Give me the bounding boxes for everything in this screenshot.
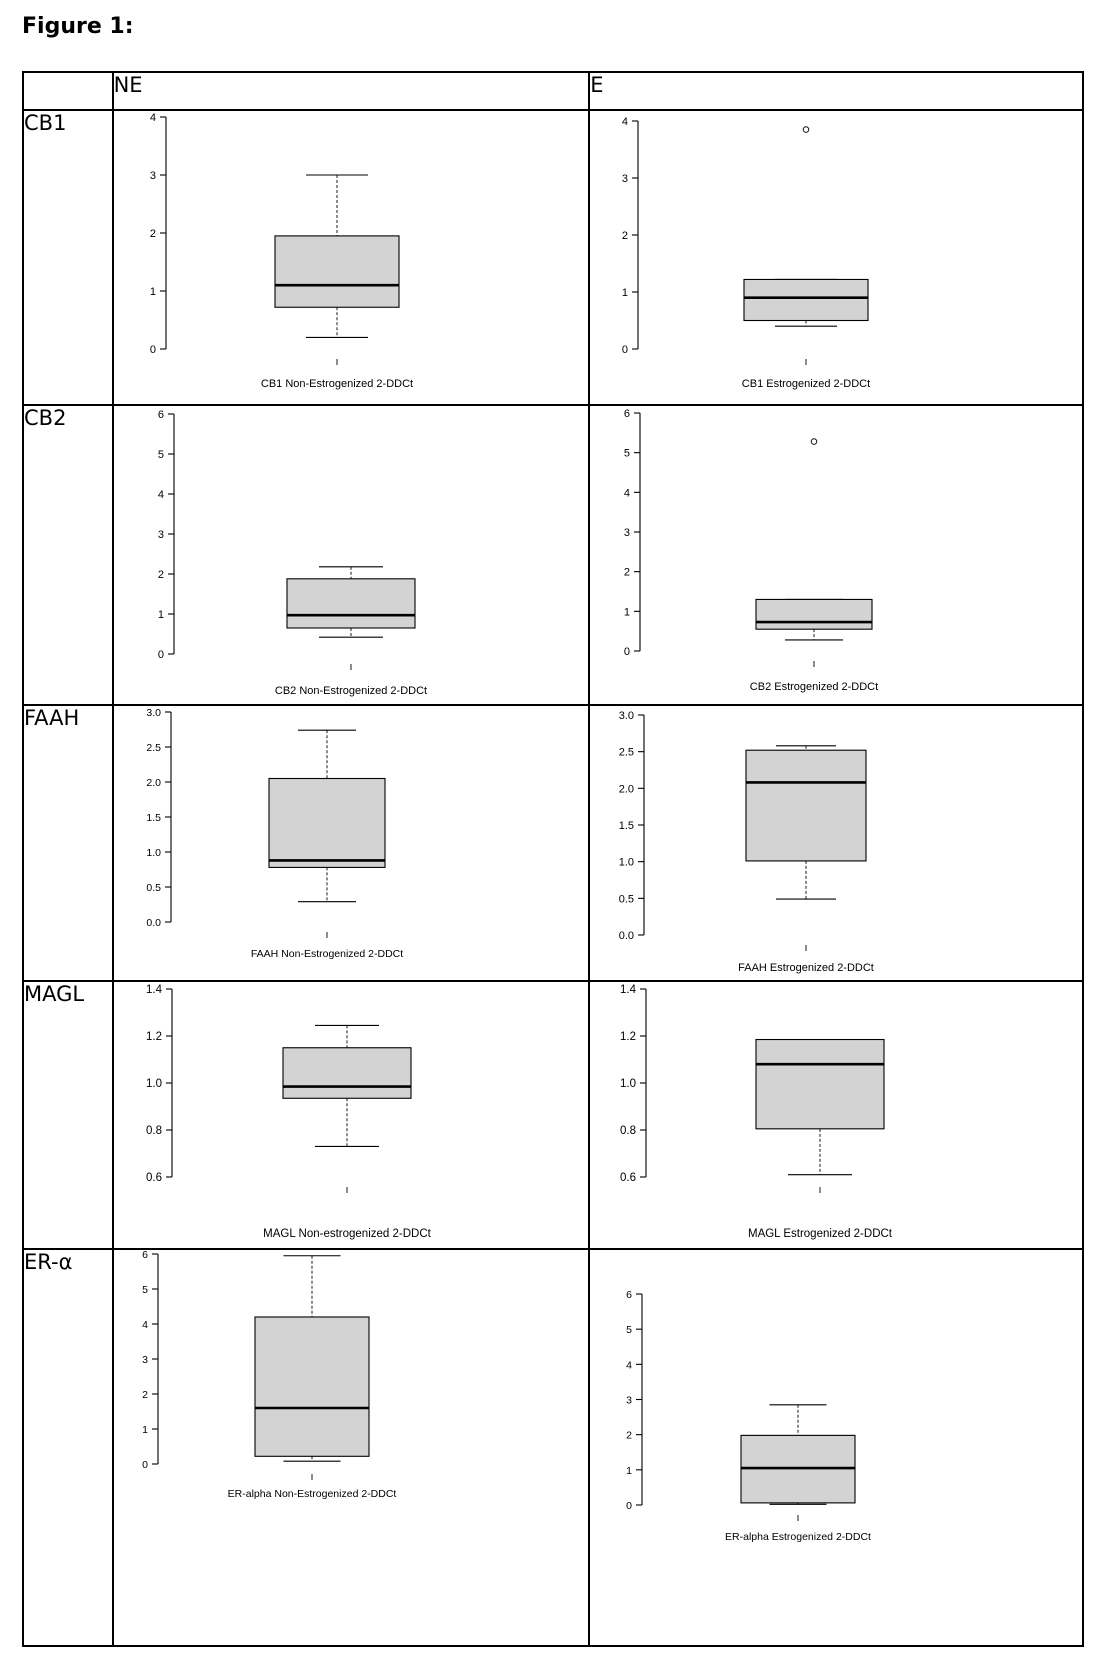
cell-faah-e bbox=[589, 705, 1083, 981]
y-tick-label: 4 bbox=[149, 112, 156, 124]
y-tick-label: 1 bbox=[626, 1464, 633, 1477]
y-tick-label: 2 bbox=[141, 1389, 148, 1401]
y-tick-label: 3.0 bbox=[145, 707, 161, 719]
boxplot-magl-ne bbox=[114, 982, 589, 1248]
y-tick-label: 1.4 bbox=[145, 984, 162, 996]
row-cb2 bbox=[23, 405, 1083, 705]
y-tick-label: 4 bbox=[141, 1319, 148, 1331]
cell-er-alpha-ne bbox=[113, 1249, 590, 1646]
y-tick-label: 0.5 bbox=[145, 882, 161, 894]
y-tick-label: 0.6 bbox=[620, 1172, 637, 1184]
y-tick-label: 3 bbox=[624, 527, 631, 539]
boxplot-faah-e bbox=[590, 706, 1082, 980]
y-tick-label: 6 bbox=[141, 1250, 148, 1261]
row-cb1 bbox=[23, 110, 1083, 405]
x-axis-label: CB1 Estrogenized 2-DDCt bbox=[742, 378, 871, 390]
y-tick-label: 0 bbox=[157, 649, 164, 661]
y-tick-label: 0 bbox=[149, 344, 156, 356]
row-label-cb2: CB2 bbox=[23, 405, 113, 705]
x-axis-label: ER-alpha Non-Estrogenized 2-DDCt bbox=[227, 1488, 396, 1500]
x-axis-label: MAGL Estrogenized 2-DDCt bbox=[748, 1228, 893, 1240]
y-tick-label: 2 bbox=[149, 228, 156, 240]
row-label-cb1: CB1 bbox=[23, 110, 113, 405]
cell-magl-e bbox=[589, 981, 1083, 1249]
y-tick-label: 0.8 bbox=[620, 1125, 637, 1137]
cell-cb2-ne bbox=[113, 405, 590, 705]
y-tick-label: 6 bbox=[624, 408, 631, 420]
iqr-box bbox=[746, 750, 866, 861]
y-tick-label: 5 bbox=[624, 447, 631, 460]
cell-faah-ne bbox=[113, 705, 590, 981]
x-axis-label: FAAH Non-Estrogenized 2-DDCt bbox=[250, 948, 403, 960]
boxplot-er-alpha-e bbox=[590, 1250, 1082, 1645]
y-tick-label: 3 bbox=[157, 529, 164, 541]
y-tick-label: 1.2 bbox=[145, 1031, 162, 1043]
cell-er-alpha-e bbox=[589, 1249, 1083, 1646]
y-tick-label: 3.0 bbox=[618, 710, 635, 722]
x-axis-label: CB2 Estrogenized 2-DDCt bbox=[750, 681, 879, 693]
boxplot-cb1-e bbox=[590, 111, 1082, 404]
y-tick-label: 1.5 bbox=[145, 812, 161, 824]
y-tick-label: 1 bbox=[157, 609, 164, 621]
iqr-box bbox=[756, 599, 872, 629]
y-tick-label: 1 bbox=[149, 286, 156, 298]
y-tick-label: 2 bbox=[624, 566, 631, 579]
y-tick-label: 3 bbox=[626, 1394, 633, 1407]
y-tick-label: 1 bbox=[624, 606, 631, 619]
iqr-box bbox=[269, 779, 385, 868]
y-tick-label: 0.8 bbox=[145, 1125, 162, 1137]
boxplot-cb2-ne bbox=[114, 406, 589, 704]
boxplot-faah-ne bbox=[114, 706, 589, 980]
y-tick-label: 4 bbox=[622, 116, 629, 128]
y-tick-label: 0 bbox=[141, 1459, 148, 1471]
y-tick-label: 1.4 bbox=[620, 984, 637, 996]
x-axis-label: FAAH Estrogenized 2-DDCt bbox=[738, 962, 875, 974]
column-header-ne: NE bbox=[113, 72, 590, 110]
iqr-box bbox=[275, 236, 399, 307]
cell-cb2-e bbox=[589, 405, 1083, 705]
y-tick-label: 1.5 bbox=[618, 820, 635, 832]
boxplot-er-alpha-ne bbox=[114, 1250, 589, 1645]
row-label-magl: MAGL bbox=[23, 981, 113, 1249]
y-tick-label: 1 bbox=[141, 1424, 148, 1436]
boxplot-cb1-ne bbox=[114, 111, 589, 404]
y-tick-label: 2.5 bbox=[618, 746, 635, 759]
y-tick-label: 2.5 bbox=[145, 742, 161, 754]
figure-title: Figure 1: bbox=[22, 14, 134, 39]
cell-magl-ne bbox=[113, 981, 590, 1249]
cell-cb1-ne bbox=[113, 110, 590, 405]
x-axis-label: CB2 Non-Estrogenized 2-DDCt bbox=[274, 685, 427, 697]
y-tick-label: 0 bbox=[626, 1500, 633, 1512]
boxplot-magl-e bbox=[590, 982, 1082, 1248]
y-tick-label: 0 bbox=[622, 344, 629, 356]
row-er-alpha bbox=[23, 1249, 1083, 1646]
boxplot-cb2-e bbox=[590, 406, 1082, 704]
outlier-point bbox=[803, 127, 809, 133]
y-tick-label: 4 bbox=[624, 487, 631, 500]
corner-cell bbox=[23, 72, 113, 110]
y-tick-label: 0 bbox=[624, 646, 631, 658]
y-tick-label: 4 bbox=[157, 489, 164, 501]
y-tick-label: 1.0 bbox=[618, 856, 635, 869]
y-tick-label: 2 bbox=[626, 1429, 633, 1442]
row-magl bbox=[23, 981, 1083, 1249]
row-label-faah: FAAH bbox=[23, 705, 113, 981]
x-axis-label: ER-alpha Estrogenized 2-DDCt bbox=[725, 1531, 872, 1543]
cell-cb1-e bbox=[589, 110, 1083, 405]
x-axis-label: MAGL Non-estrogenized 2-DDCt bbox=[262, 1228, 431, 1240]
header-row bbox=[23, 72, 1083, 110]
figure-grid bbox=[22, 71, 1084, 1647]
y-tick-label: 0.0 bbox=[618, 930, 635, 942]
y-tick-label: 5 bbox=[626, 1324, 633, 1337]
y-tick-label: 0.5 bbox=[618, 893, 635, 906]
y-tick-label: 3 bbox=[141, 1354, 148, 1366]
y-tick-label: 1.2 bbox=[620, 1031, 637, 1043]
y-tick-label: 5 bbox=[141, 1284, 148, 1296]
y-tick-label: 1.0 bbox=[620, 1078, 637, 1090]
row-faah bbox=[23, 705, 1083, 981]
y-tick-label: 2.0 bbox=[618, 783, 635, 796]
y-tick-label: 4 bbox=[626, 1359, 633, 1372]
y-tick-label: 1.0 bbox=[145, 1078, 162, 1090]
iqr-box bbox=[287, 579, 415, 628]
row-label-er-alpha: ER-α bbox=[23, 1249, 113, 1646]
y-tick-label: 6 bbox=[157, 409, 164, 421]
y-tick-label: 2 bbox=[622, 230, 629, 242]
iqr-box bbox=[756, 1040, 884, 1129]
outlier-point bbox=[811, 439, 817, 445]
y-tick-label: 1 bbox=[622, 287, 629, 299]
y-tick-label: 6 bbox=[626, 1289, 633, 1301]
y-tick-label: 0.6 bbox=[145, 1172, 162, 1184]
y-tick-label: 2.0 bbox=[145, 777, 161, 789]
y-tick-label: 0.0 bbox=[145, 917, 161, 929]
y-tick-label: 2 bbox=[157, 569, 164, 581]
iqr-box bbox=[744, 279, 868, 320]
iqr-box bbox=[283, 1048, 411, 1099]
y-tick-label: 1.0 bbox=[145, 847, 161, 859]
column-header-e: E bbox=[589, 72, 1083, 110]
x-axis-label: CB1 Non-Estrogenized 2-DDCt bbox=[260, 378, 413, 390]
y-tick-label: 3 bbox=[149, 170, 156, 182]
y-tick-label: 5 bbox=[157, 449, 164, 461]
y-tick-label: 3 bbox=[622, 173, 629, 185]
iqr-box bbox=[255, 1317, 369, 1456]
